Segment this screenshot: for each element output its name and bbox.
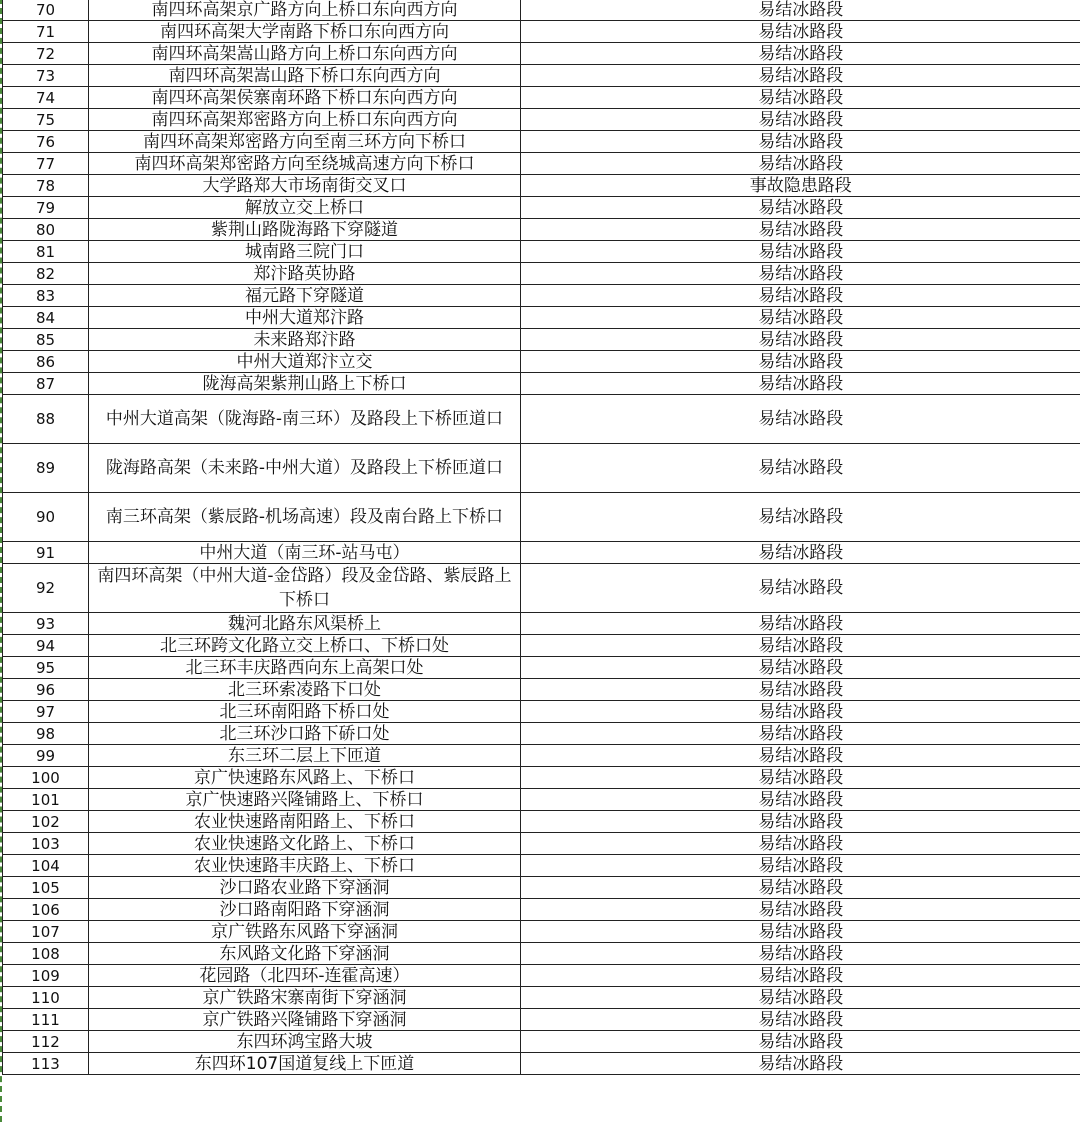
road-location-cell[interactable]: 沙口路农业路下穿涵洞 <box>89 877 521 899</box>
road-location-cell[interactable]: 北三环丰庆路西向东上高架口处 <box>89 657 521 679</box>
section-type-cell[interactable]: 易结冰路段 <box>521 745 1080 767</box>
table-row <box>3 657 1080 679</box>
road-location-cell[interactable]: 京广铁路兴隆铺路下穿涵洞 <box>89 1009 521 1031</box>
road-location-cell[interactable]: 南四环高架（中州大道-金岱路）段及金岱路、紫辰路上下桥口 <box>89 564 521 613</box>
table-row <box>3 175 1080 197</box>
road-location-cell[interactable]: 北三环索凌路下口处 <box>89 679 521 701</box>
table-row <box>3 564 1080 613</box>
table-row <box>3 307 1080 329</box>
row-number-cell[interactable]: 98 <box>3 723 89 745</box>
section-type-cell[interactable]: 易结冰路段 <box>521 197 1080 219</box>
section-type-cell[interactable]: 易结冰路段 <box>521 657 1080 679</box>
section-type-cell[interactable]: 易结冰路段 <box>521 285 1080 307</box>
table-row <box>3 263 1080 285</box>
table-row <box>3 1009 1080 1031</box>
section-type-cell[interactable]: 易结冰路段 <box>521 679 1080 701</box>
section-type-cell[interactable]: 易结冰路段 <box>521 131 1080 153</box>
table-row <box>3 943 1080 965</box>
road-section-table <box>2 0 1080 1075</box>
row-number-cell[interactable]: 78 <box>3 175 89 197</box>
section-type-cell[interactable]: 易结冰路段 <box>521 43 1080 65</box>
road-location-cell[interactable]: 南四环高架郑密路方向上桥口东向西方向 <box>89 109 521 131</box>
road-location-cell[interactable]: 南四环高架大学南路下桥口东向西方向 <box>89 21 521 43</box>
table-row <box>3 43 1080 65</box>
road-location-cell[interactable]: 北三环跨文化路立交上桥口、下桥口处 <box>89 635 521 657</box>
row-number-cell[interactable]: 76 <box>3 131 89 153</box>
road-location-cell[interactable]: 南四环高架侯寨南环路下桥口东向西方向 <box>89 87 521 109</box>
table-row <box>3 745 1080 767</box>
table-row <box>3 899 1080 921</box>
row-number-cell[interactable]: 93 <box>3 613 89 635</box>
road-location-cell[interactable]: 中州大道（南三环-站马屯） <box>89 542 521 564</box>
table-row <box>3 877 1080 899</box>
section-type-cell[interactable]: 易结冰路段 <box>521 564 1080 613</box>
table-row <box>3 679 1080 701</box>
row-number-cell[interactable]: 113 <box>3 1053 89 1075</box>
section-type-cell[interactable]: 易结冰路段 <box>521 21 1080 43</box>
row-number-cell[interactable]: 110 <box>3 987 89 1009</box>
section-type-cell[interactable]: 易结冰路段 <box>521 701 1080 723</box>
row-number-cell[interactable]: 86 <box>3 351 89 373</box>
table-row <box>3 635 1080 657</box>
section-type-cell[interactable]: 易结冰路段 <box>521 219 1080 241</box>
section-type-cell[interactable]: 易结冰路段 <box>521 1053 1080 1075</box>
table-row <box>3 833 1080 855</box>
section-type-cell[interactable]: 易结冰路段 <box>521 877 1080 899</box>
table-body <box>3 0 1080 1075</box>
table-row <box>3 493 1080 542</box>
row-number-cell[interactable]: 84 <box>3 307 89 329</box>
section-type-cell[interactable]: 易结冰路段 <box>521 965 1080 987</box>
table-row <box>3 789 1080 811</box>
road-location-cell[interactable]: 东四环107国道复线上下匝道 <box>89 1053 521 1075</box>
section-type-cell[interactable]: 易结冰路段 <box>521 493 1080 542</box>
table-row <box>3 65 1080 87</box>
row-number-cell[interactable]: 94 <box>3 635 89 657</box>
row-number-cell[interactable]: 92 <box>3 564 89 613</box>
road-location-cell[interactable]: 紫荆山路陇海路下穿隧道 <box>89 219 521 241</box>
road-location-cell[interactable]: 中州大道郑汴路 <box>89 307 521 329</box>
road-location-cell[interactable]: 南四环高架嵩山路方向上桥口东向西方向 <box>89 43 521 65</box>
road-location-cell[interactable]: 北三环沙口路下硚口处 <box>89 723 521 745</box>
row-number-cell[interactable]: 97 <box>3 701 89 723</box>
row-number-cell[interactable]: 79 <box>3 197 89 219</box>
section-type-cell[interactable]: 易结冰路段 <box>521 943 1080 965</box>
section-type-cell[interactable]: 易结冰路段 <box>521 87 1080 109</box>
table-row <box>3 1031 1080 1053</box>
row-number-cell[interactable]: 99 <box>3 745 89 767</box>
road-location-cell[interactable]: 北三环南阳路下桥口处 <box>89 701 521 723</box>
row-number-cell[interactable]: 88 <box>3 395 89 444</box>
row-number-cell[interactable]: 104 <box>3 855 89 877</box>
table-row <box>3 542 1080 564</box>
section-type-cell[interactable]: 易结冰路段 <box>521 723 1080 745</box>
section-type-cell[interactable]: 易结冰路段 <box>521 1009 1080 1031</box>
section-type-cell[interactable]: 易结冰路段 <box>521 307 1080 329</box>
table-row <box>3 395 1080 444</box>
row-number-cell[interactable]: 87 <box>3 373 89 395</box>
table-row <box>3 131 1080 153</box>
row-number-cell[interactable]: 101 <box>3 789 89 811</box>
section-type-cell[interactable]: 易结冰路段 <box>521 351 1080 373</box>
road-location-cell[interactable]: 南四环高架郑密路方向至绕城高速方向下桥口 <box>89 153 521 175</box>
section-type-cell[interactable]: 易结冰路段 <box>521 153 1080 175</box>
road-location-cell[interactable]: 花园路（北四环-连霍高速） <box>89 965 521 987</box>
section-type-cell[interactable]: 易结冰路段 <box>521 395 1080 444</box>
section-type-cell[interactable]: 易结冰路段 <box>521 811 1080 833</box>
road-location-cell[interactable]: 京广铁路宋寨南街下穿涵洞 <box>89 987 521 1009</box>
road-location-cell[interactable]: 京广铁路东风路下穿涵洞 <box>89 921 521 943</box>
row-number-cell[interactable]: 83 <box>3 285 89 307</box>
table-row <box>3 723 1080 745</box>
section-type-cell[interactable]: 易结冰路段 <box>521 987 1080 1009</box>
table-row <box>3 987 1080 1009</box>
table-row <box>3 1053 1080 1075</box>
row-number-cell[interactable]: 96 <box>3 679 89 701</box>
road-location-cell[interactable]: 东风路文化路下穿涵洞 <box>89 943 521 965</box>
row-number-cell[interactable]: 91 <box>3 542 89 564</box>
table-row <box>3 219 1080 241</box>
road-location-cell[interactable]: 农业快速路南阳路上、下桥口 <box>89 811 521 833</box>
table-row <box>3 351 1080 373</box>
section-type-cell[interactable]: 易结冰路段 <box>521 542 1080 564</box>
row-number-cell[interactable]: 108 <box>3 943 89 965</box>
row-number-cell[interactable]: 106 <box>3 899 89 921</box>
road-location-cell[interactable]: 福元路下穿隧道 <box>89 285 521 307</box>
section-type-cell[interactable]: 易结冰路段 <box>521 899 1080 921</box>
road-location-cell[interactable]: 陇海路高架（未来路-中州大道）及路段上下桥匝道口 <box>89 444 521 493</box>
table-row <box>3 0 1080 21</box>
road-location-cell[interactable]: 东三环二层上下匝道 <box>89 745 521 767</box>
row-number-cell[interactable]: 71 <box>3 21 89 43</box>
row-number-cell[interactable]: 77 <box>3 153 89 175</box>
table-row <box>3 87 1080 109</box>
table-row <box>3 965 1080 987</box>
road-location-cell[interactable]: 城南路三院门口 <box>89 241 521 263</box>
table-row <box>3 811 1080 833</box>
section-type-cell[interactable]: 易结冰路段 <box>521 263 1080 285</box>
table-row <box>3 241 1080 263</box>
road-location-cell[interactable]: 沙口路南阳路下穿涵洞 <box>89 899 521 921</box>
row-number-cell[interactable]: 100 <box>3 767 89 789</box>
row-number-cell[interactable]: 103 <box>3 833 89 855</box>
row-number-cell[interactable]: 89 <box>3 444 89 493</box>
row-number-cell[interactable]: 111 <box>3 1009 89 1031</box>
row-number-cell[interactable]: 81 <box>3 241 89 263</box>
road-location-cell[interactable]: 大学路郑大市场南街交叉口 <box>89 175 521 197</box>
row-number-cell[interactable]: 112 <box>3 1031 89 1053</box>
row-number-cell[interactable]: 70 <box>3 0 89 21</box>
road-location-cell[interactable]: 解放立交上桥口 <box>89 197 521 219</box>
row-number-cell[interactable]: 85 <box>3 329 89 351</box>
row-number-cell[interactable]: 73 <box>3 65 89 87</box>
row-number-cell[interactable]: 90 <box>3 493 89 542</box>
table-row <box>3 109 1080 131</box>
row-number-cell[interactable]: 75 <box>3 109 89 131</box>
table-row <box>3 613 1080 635</box>
road-location-cell[interactable]: 中州大道郑汴立交 <box>89 351 521 373</box>
section-type-cell[interactable]: 易结冰路段 <box>521 1031 1080 1053</box>
table-row <box>3 285 1080 307</box>
table-row <box>3 329 1080 351</box>
section-type-cell[interactable]: 易结冰路段 <box>521 789 1080 811</box>
table-row <box>3 444 1080 493</box>
table-row <box>3 197 1080 219</box>
road-location-cell[interactable]: 京广快速路东风路上、下桥口 <box>89 767 521 789</box>
section-type-cell[interactable]: 易结冰路段 <box>521 767 1080 789</box>
road-location-cell[interactable]: 陇海高架紫荆山路上下桥口 <box>89 373 521 395</box>
table-row <box>3 767 1080 789</box>
section-type-cell[interactable]: 易结冰路段 <box>521 855 1080 877</box>
section-type-cell[interactable]: 易结冰路段 <box>521 241 1080 263</box>
section-type-cell[interactable]: 易结冰路段 <box>521 613 1080 635</box>
road-location-cell[interactable]: 东四环鸿宝路大坡 <box>89 1031 521 1053</box>
section-type-cell[interactable]: 易结冰路段 <box>521 373 1080 395</box>
table-row <box>3 921 1080 943</box>
road-location-cell[interactable]: 南四环高架京广路方向上桥口东向西方向 <box>89 0 521 21</box>
road-location-cell[interactable]: 农业快速路文化路上、下桥口 <box>89 833 521 855</box>
row-number-cell[interactable]: 74 <box>3 87 89 109</box>
section-type-cell[interactable]: 易结冰路段 <box>521 444 1080 493</box>
road-location-cell[interactable]: 南四环高架郑密路方向至南三环方向下桥口 <box>89 131 521 153</box>
table-row <box>3 153 1080 175</box>
table-row <box>3 373 1080 395</box>
road-location-cell[interactable]: 京广快速路兴隆铺路上、下桥口 <box>89 789 521 811</box>
row-number-cell[interactable]: 72 <box>3 43 89 65</box>
row-number-cell[interactable]: 82 <box>3 263 89 285</box>
row-number-cell[interactable]: 109 <box>3 965 89 987</box>
row-number-cell[interactable]: 102 <box>3 811 89 833</box>
section-type-cell[interactable]: 易结冰路段 <box>521 329 1080 351</box>
road-location-cell[interactable]: 郑汴路英协路 <box>89 263 521 285</box>
table-row <box>3 701 1080 723</box>
section-type-cell[interactable]: 易结冰路段 <box>521 65 1080 87</box>
table-row <box>3 21 1080 43</box>
row-number-cell[interactable]: 107 <box>3 921 89 943</box>
road-location-cell[interactable]: 魏河北路东风渠桥上 <box>89 613 521 635</box>
section-type-cell[interactable]: 易结冰路段 <box>521 921 1080 943</box>
road-location-cell[interactable]: 农业快速路丰庆路上、下桥口 <box>89 855 521 877</box>
row-number-cell[interactable]: 80 <box>3 219 89 241</box>
section-type-cell[interactable]: 易结冰路段 <box>521 833 1080 855</box>
section-type-cell[interactable]: 易结冰路段 <box>521 0 1080 21</box>
row-number-cell[interactable]: 95 <box>3 657 89 679</box>
section-type-cell[interactable]: 事故隐患路段 <box>521 175 1080 197</box>
road-location-cell[interactable]: 南四环高架嵩山路下桥口东向西方向 <box>89 65 521 87</box>
section-type-cell[interactable]: 易结冰路段 <box>521 109 1080 131</box>
table-row <box>3 855 1080 877</box>
road-location-cell[interactable]: 未来路郑汴路 <box>89 329 521 351</box>
section-type-cell[interactable]: 易结冰路段 <box>521 635 1080 657</box>
road-location-cell[interactable]: 南三环高架（紫辰路-机场高速）段及南台路上下桥口 <box>89 493 521 542</box>
road-location-cell[interactable]: 中州大道高架（陇海路-南三环）及路段上下桥匝道口 <box>89 395 521 444</box>
row-number-cell[interactable]: 105 <box>3 877 89 899</box>
